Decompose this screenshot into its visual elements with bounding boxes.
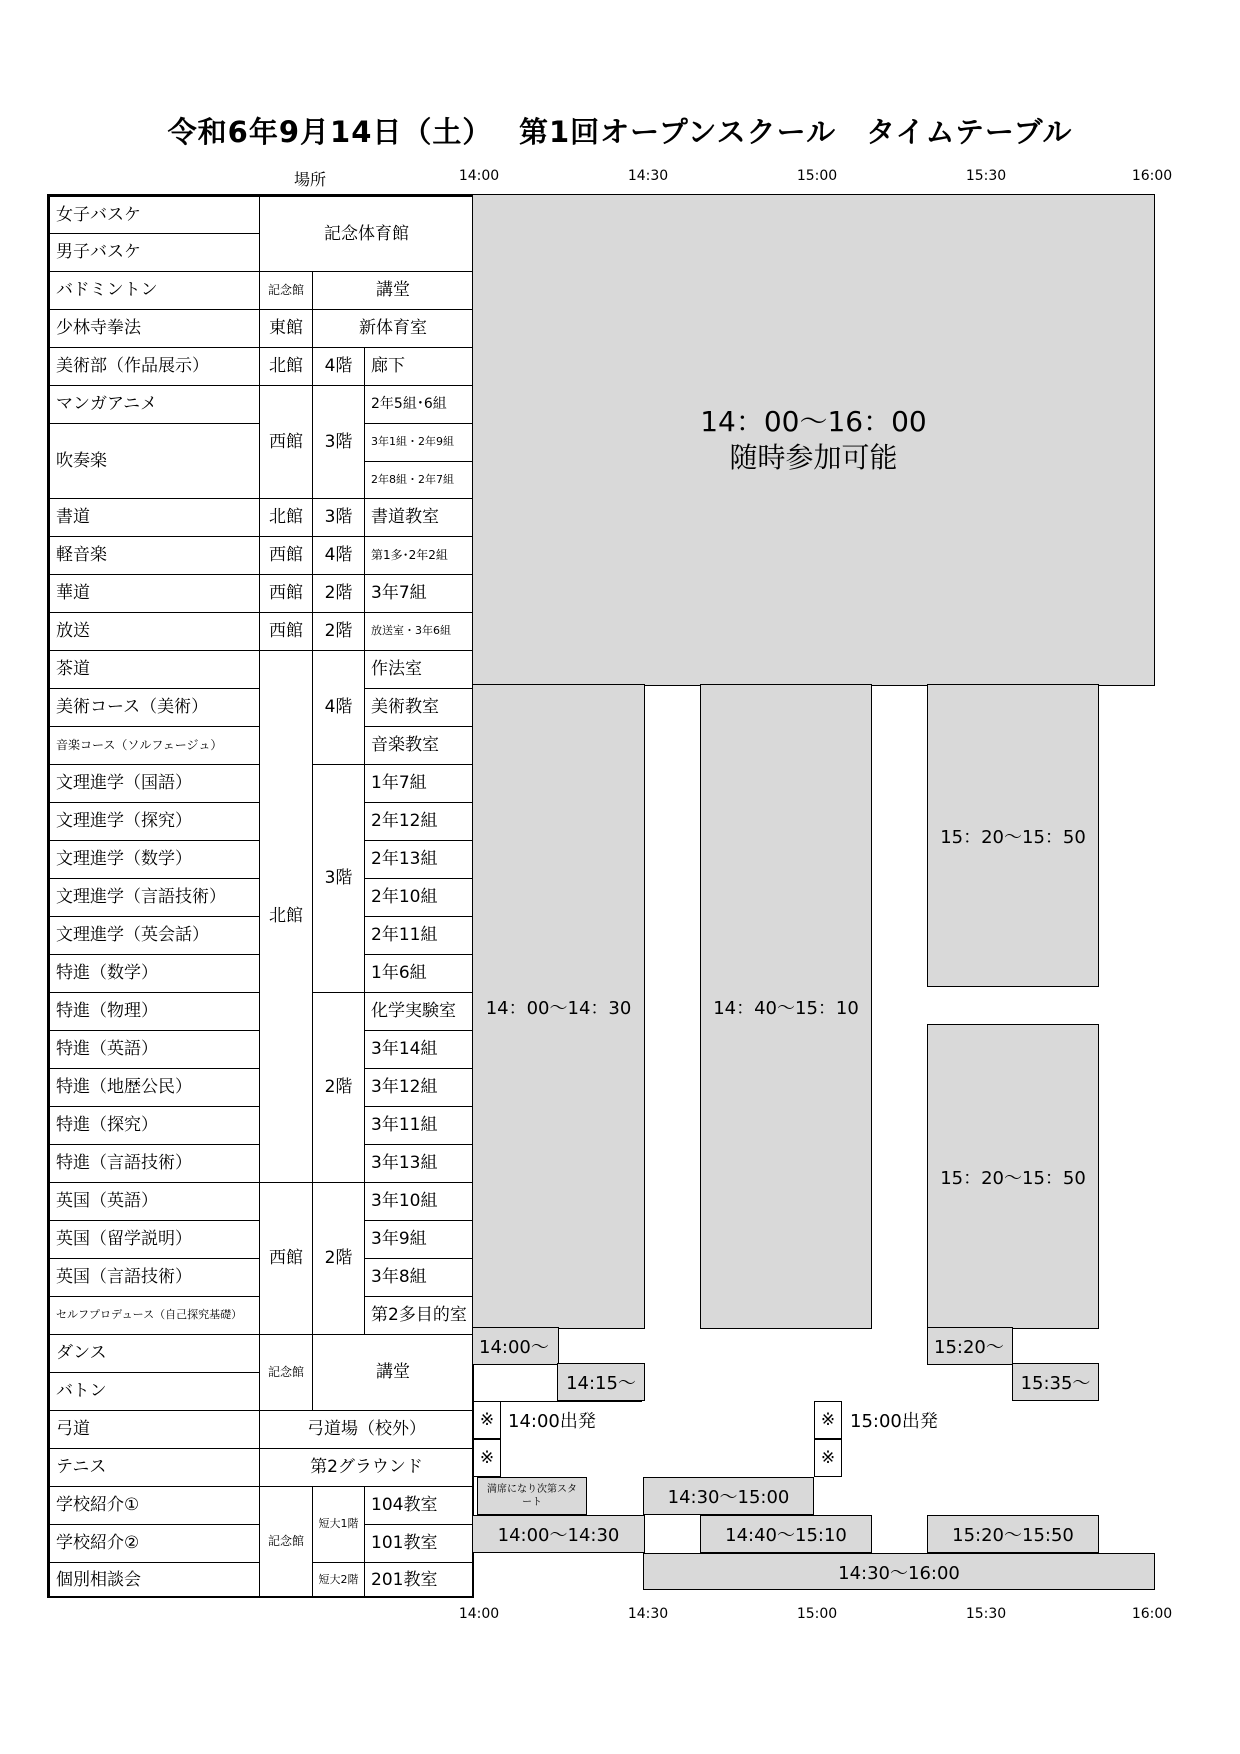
dance-block-2: 15:20～	[927, 1327, 1013, 1365]
time-tick-bottom-1500: 15:00	[796, 1606, 838, 1622]
activity-cell: 特進（地歴公民）	[49, 1068, 260, 1107]
dance-block-1: 14:00～	[472, 1327, 559, 1365]
room-cell: 2年13組	[364, 840, 474, 879]
activity-cell: 学校紹介①	[49, 1486, 260, 1525]
activity-cell: 少林寺拳法	[49, 309, 260, 348]
room-cell: 作法室	[364, 650, 474, 689]
room-cell: 2年12組	[364, 802, 474, 841]
session-block-1: 14：00～14：30	[472, 684, 645, 1329]
floor-cell: 4階	[312, 347, 365, 386]
building-cell: 東館	[259, 309, 313, 348]
activity-cell: 吹奏楽	[49, 423, 260, 499]
floor-cell: 2階	[312, 612, 365, 651]
floor-cell: 3階	[312, 764, 365, 993]
room-cell: 書道教室	[364, 498, 474, 537]
activity-cell: 特進（英語）	[49, 1030, 260, 1069]
intro2-block-c: 15:20～15:50	[927, 1515, 1099, 1553]
activity-cell: 英国（言語技術）	[49, 1258, 260, 1297]
room-cell: 化学実験室	[364, 992, 474, 1031]
activity-cell: 弓道	[49, 1410, 260, 1449]
place-column-header: 場所	[294, 170, 327, 189]
session-block-3b: 15：20～15：50	[927, 1024, 1099, 1329]
time-tick-bottom-1600: 16:00	[1131, 1606, 1173, 1622]
activity-cell: 特進（探究）	[49, 1106, 260, 1145]
floor-cell: 3階	[312, 385, 365, 499]
floor-cell: 2階	[312, 574, 365, 613]
main-time-block	[472, 194, 1155, 686]
room-cell: 2年10組	[364, 878, 474, 917]
room-cell: 101教室	[364, 1524, 474, 1563]
row-divider	[472, 1401, 642, 1402]
floor-cell: 2階	[312, 1182, 365, 1335]
activity-cell: 華道	[49, 574, 260, 613]
room-cell: 1年6組	[364, 954, 474, 993]
building-cell: 西館	[259, 536, 313, 575]
intro2-block-b: 14:40～15:10	[700, 1515, 872, 1553]
activity-cell: 特進（物理）	[49, 992, 260, 1031]
room-cell: 3年10組	[364, 1182, 474, 1221]
activity-cell: 茶道	[49, 650, 260, 689]
building-cell: 西館	[259, 574, 313, 613]
activity-cell: 美術コース（美術）	[49, 688, 260, 727]
room-cell: 美術教室	[364, 688, 474, 727]
place-cell: 新体育室	[312, 309, 474, 348]
time-tick-top-1500: 15:00	[796, 168, 838, 184]
time-tick-top-1400: 14:00	[458, 168, 500, 184]
time-tick-bottom-1530: 15:30	[965, 1606, 1007, 1622]
room-cell: 3年11組	[364, 1106, 474, 1145]
intro2-block-a: 14:00～14:30	[472, 1515, 645, 1553]
floor-cell: 4階	[312, 536, 365, 575]
room-cell: 3年14組	[364, 1030, 474, 1069]
activity-cell: 文理進学（数学）	[49, 840, 260, 879]
consultation-block: 14:30～16:00	[643, 1553, 1155, 1590]
building-cell: 北館	[259, 347, 313, 386]
activity-cell: 文理進学（英会話）	[49, 916, 260, 955]
session-block-3a: 15：20～15：50	[927, 684, 1099, 987]
floor-cell: 短大2階	[312, 1562, 365, 1598]
activity-cell: 文理進学（探究）	[49, 802, 260, 841]
note-mark: ※	[473, 1439, 501, 1477]
time-tick-bottom-1400: 14:00	[458, 1606, 500, 1622]
activity-cell: 学校紹介②	[49, 1524, 260, 1563]
main-time-label: 14：00～16：00	[700, 404, 927, 438]
floor-cell: 短大1階	[312, 1486, 365, 1563]
activity-cell: 音楽コース（ソルフェージュ）	[49, 726, 260, 765]
floor-cell: 2階	[312, 992, 365, 1183]
kyudo-departure-2: 15:00出発	[850, 1411, 938, 1432]
activity-cell: テニス	[49, 1448, 260, 1487]
time-tick-top-1600: 16:00	[1131, 168, 1173, 184]
building-cell: 西館	[259, 385, 313, 499]
note-mark: ※	[814, 1401, 842, 1439]
place-cell: 第2グラウンド	[259, 1448, 474, 1487]
room-cell: 1年7組	[364, 764, 474, 803]
activity-cell: 文理進学（言語技術）	[49, 878, 260, 917]
note-mark: ※	[814, 1439, 842, 1477]
session-block-2: 14：40～15：10	[700, 684, 872, 1329]
place-cell: 講堂	[312, 271, 474, 310]
intro-note-block: 満席になり次第スタート	[477, 1477, 587, 1515]
place-cell: 講堂	[312, 1334, 474, 1411]
activity-cell: 個別相談会	[49, 1562, 260, 1598]
building-cell: 記念館	[259, 1334, 313, 1411]
schedule-table	[47, 194, 474, 1598]
building-cell: 西館	[259, 1182, 313, 1335]
row-divider	[472, 1477, 474, 1478]
main-note-label: 随時参加可能	[729, 441, 898, 474]
activity-cell: 放送	[49, 612, 260, 651]
activity-cell: 文理進学（国語）	[49, 764, 260, 803]
activity-cell: バトン	[49, 1372, 260, 1411]
building-cell: 北館	[259, 498, 313, 537]
place-cell: 記念体育館	[259, 196, 474, 272]
floor-cell: 4階	[312, 650, 365, 765]
room-cell: 第1多･2年2組	[364, 536, 474, 575]
room-cell: 201教室	[364, 1562, 474, 1598]
page-title: 令和6年9月14日（土） 第1回オープンスクール タイムテーブル	[167, 115, 1073, 149]
room-cell: 2年5組･6組	[364, 385, 474, 424]
building-cell: 西館	[259, 612, 313, 651]
place-cell: 弓道場（校外）	[259, 1410, 474, 1449]
activity-cell: 特進（言語技術）	[49, 1144, 260, 1183]
intro1-block: 14:30～15:00	[643, 1477, 814, 1515]
building-cell: 記念館	[259, 1486, 313, 1598]
note-mark: ※	[473, 1401, 501, 1439]
time-tick-bottom-1430: 14:30	[627, 1606, 669, 1622]
room-cell: 3年13組	[364, 1144, 474, 1183]
room-cell: 放送室・3年6組	[364, 612, 474, 651]
activity-cell: 英国（留学説明）	[49, 1220, 260, 1259]
activity-cell: 英国（英語）	[49, 1182, 260, 1221]
baton-block-2: 15:35～	[1012, 1363, 1099, 1401]
activity-cell: 男子バスケ	[49, 233, 260, 272]
activity-cell: マンガアニメ	[49, 385, 260, 424]
room-cell: 3年12組	[364, 1068, 474, 1107]
room-cell: 2年11組	[364, 916, 474, 955]
activity-cell: 書道	[49, 498, 260, 537]
activity-cell: セルフプロデュース（自己探究基礎）	[49, 1296, 260, 1335]
activity-cell: 美術部（作品展示）	[49, 347, 260, 386]
time-tick-top-1430: 14:30	[627, 168, 669, 184]
room-cell: 2年8組・2年7組	[364, 461, 474, 499]
building-cell: 北館	[259, 650, 313, 1183]
baton-block-1: 14:15～	[557, 1363, 645, 1401]
room-cell: 3年1組・2年9組	[364, 423, 474, 462]
room-cell: 3年8組	[364, 1258, 474, 1297]
room-cell: 104教室	[364, 1486, 474, 1525]
kyudo-departure-1: 14:00出発	[508, 1411, 596, 1432]
room-cell: 3年7組	[364, 574, 474, 613]
time-tick-top-1530: 15:30	[965, 168, 1007, 184]
room-cell: 第2多目的室	[364, 1296, 474, 1335]
room-cell: 音楽教室	[364, 726, 474, 765]
activity-cell: 女子バスケ	[49, 196, 260, 234]
activity-cell: バドミントン	[49, 271, 260, 310]
room-cell: 廊下	[364, 347, 474, 386]
activity-cell: ダンス	[49, 1334, 260, 1373]
room-cell: 3年9組	[364, 1220, 474, 1259]
activity-cell: 特進（数学）	[49, 954, 260, 993]
activity-cell: 軽音楽	[49, 536, 260, 575]
building-cell: 記念館	[259, 271, 313, 310]
floor-cell: 3階	[312, 498, 365, 537]
